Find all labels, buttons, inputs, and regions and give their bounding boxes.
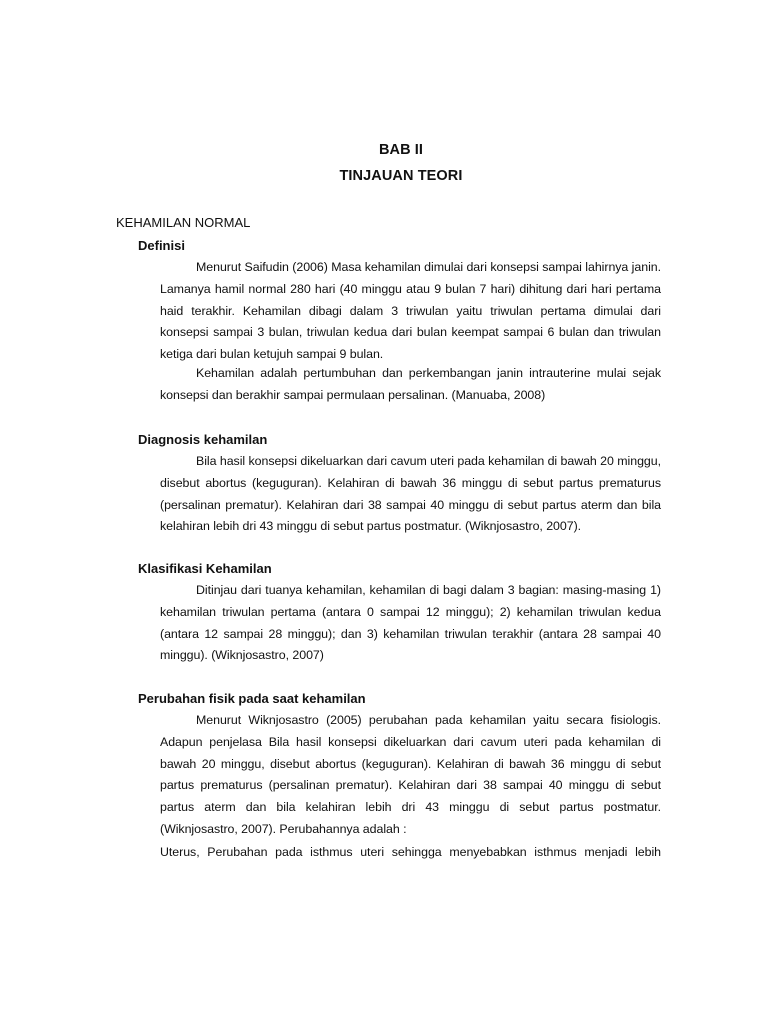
paragraph-definisi-1: Menurut Saifudin (2006) Masa kehamilan dimulai dari konsepsi sampai lahirnya janin. Lamanya hamil normal 280 hari (40 minggu atau 9 bulan 7 hari) dihitung dari hari pertama haid terakhir. Kehamilan dibagi dalam 3 triwulan yaitu triwulan pertama dimulai dari konsepsi sampai 3 bulan, triwulan kedua dari bulan keempat sampai 6 bulan dan triwulan ketiga dari bulan ketujuh sampai 9 bulan. xyxy=(160,260,661,361)
subsection-heading-perubahan-fisik: Perubahan fisik pada saat kehamilan xyxy=(138,691,366,706)
subsection-heading-definisi: Definisi xyxy=(138,238,185,253)
paragraph-diagnosis-1: Bila hasil konsepsi dikeluarkan dari cavum uteri pada kehamilan di bawah 20 minggu, disebut abortus (keguguran). Kelahiran di bawah 36 minggu di sebut partus prematurus (persalinan prematur). Kelahiran dari 38 sampai 40 minggu di sebut partus aterm dan bila kelahiran lebih dri 43 minggu di sebut partus postmatur. (Wiknjosastro, 2007). xyxy=(160,454,661,534)
paragraph-klasifikasi-1: Ditinjau dari tuanya kehamilan, kehamilan di bagi dalam 3 bagian: masing-masing 1) kehamilan triwulan pertama (antara 0 sampai 12 minggu); 2) kehamilan triwulan kedua (antara 12 sampai 28 minggu); dan 3) kehamilan triwulan terakhir (antara 28 sampai 40 minggu). (Wiknjosastro, 2007) xyxy=(160,583,661,663)
section-title: KEHAMILAN NORMAL xyxy=(116,215,251,230)
subsection-heading-klasifikasi: Klasifikasi Kehamilan xyxy=(138,561,272,576)
paragraph-definisi-2: Kehamilan adalah pertumbuhan dan perkembangan janin intrauterine mulai sejak konsepsi dan berakhir sampai permulaan persalinan. (Manuaba, 2008) xyxy=(160,366,661,402)
subsection-heading-diagnosis: Diagnosis kehamilan xyxy=(138,432,268,447)
paragraph-perubahan-2: Uterus, Perubahan pada isthmus uteri sehingga menyebabkan isthmus menjadi lebih xyxy=(160,845,661,859)
chapter-number: BAB II xyxy=(378,142,424,158)
chapter-title: TINJAUAN TEORI xyxy=(339,168,463,184)
paragraph-perubahan-1: Menurut Wiknjosastro (2005) perubahan pada kehamilan yaitu secara fisiologis. Adapun penjelasa Bila hasil konsepsi dikeluarkan dari cavum uteri pada kehamilan di bawah 20 minggu, disebut abortus (keguguran). Kelahiran di bawah 36 minggu di sebut partus prematurus (persalinan prematur). Kelahiran dari 38 sampai 40 minggu di sebut partus aterm dan bila kelahiran lebih dri 43 minggu di sebut partus postmatur. (Wiknjosastro, 2007). Perubahannya adalah : xyxy=(160,713,661,836)
